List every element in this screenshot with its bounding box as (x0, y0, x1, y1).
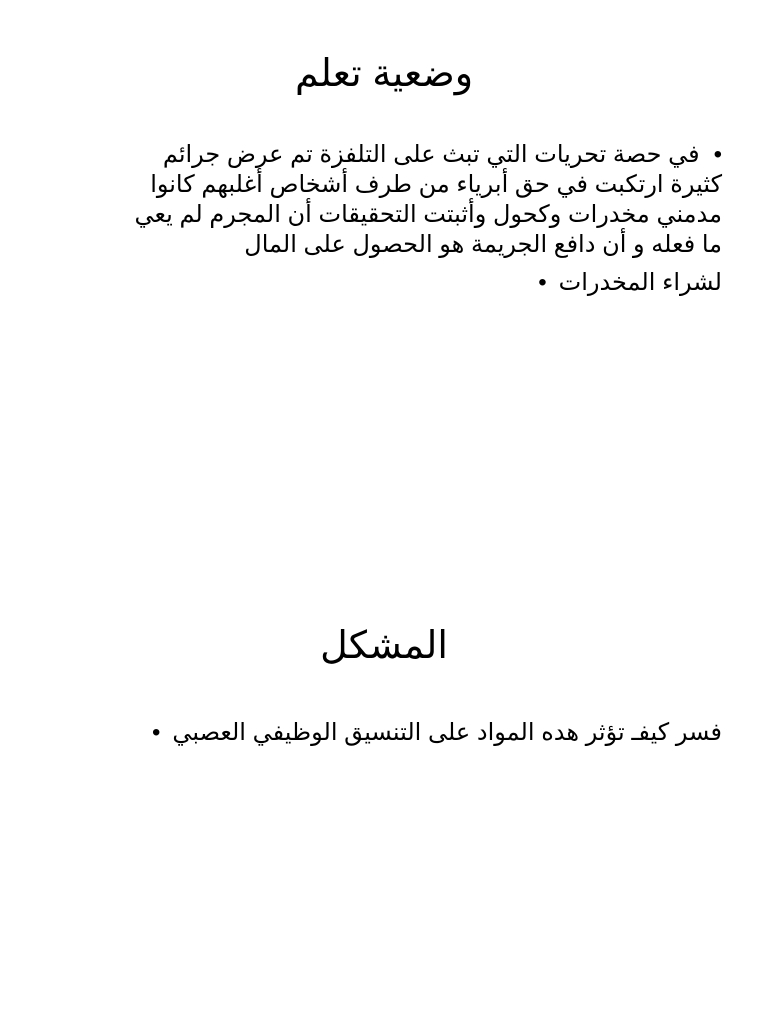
slide-2 (0, 512, 768, 1024)
bullet-1-line-4: ما فعله و أن دافع الجريمة هو الحصول على المال (244, 231, 722, 258)
bullet-marker: • (151, 719, 161, 746)
bullet-1-line-2: كثيرة ارتكبت في حق أبرياء من طرف أشخاص أغلبهم كانوا (150, 171, 722, 198)
bullet-1-line-1 (62, 140, 722, 170)
bullet-marker: • (713, 141, 722, 168)
bullet-1-line-3: مدمني مخدرات وكحول وأثبتت التحقيقات أن المجرم لم يعي (134, 201, 722, 228)
bullet-2-line-1 (62, 268, 722, 298)
slide-2-title: المشكل (320, 625, 448, 667)
slide-1-body (62, 140, 722, 306)
slide-2-bullet-1-text: فسر كيفـ تؤثر هده المواد على التنسيق الوظيفي العصبي (172, 719, 722, 746)
bullet-marker: • (538, 269, 547, 296)
slide-2-bullet-1-line (42, 718, 722, 748)
slide-1-title: وضعية تعلم (294, 53, 474, 95)
bullet-2-line-1-text: لشراء المخدرات (558, 269, 722, 296)
slide-2-body (42, 718, 722, 756)
slide-2-bullet-1 (42, 718, 722, 748)
slide-1-bullet-2 (62, 268, 722, 298)
bullet-1-line-1-text: في حصة تحريات التي تبث على التلفزة تم عرض جرائم (162, 141, 700, 168)
slide-1-bullet-1 (62, 140, 722, 260)
